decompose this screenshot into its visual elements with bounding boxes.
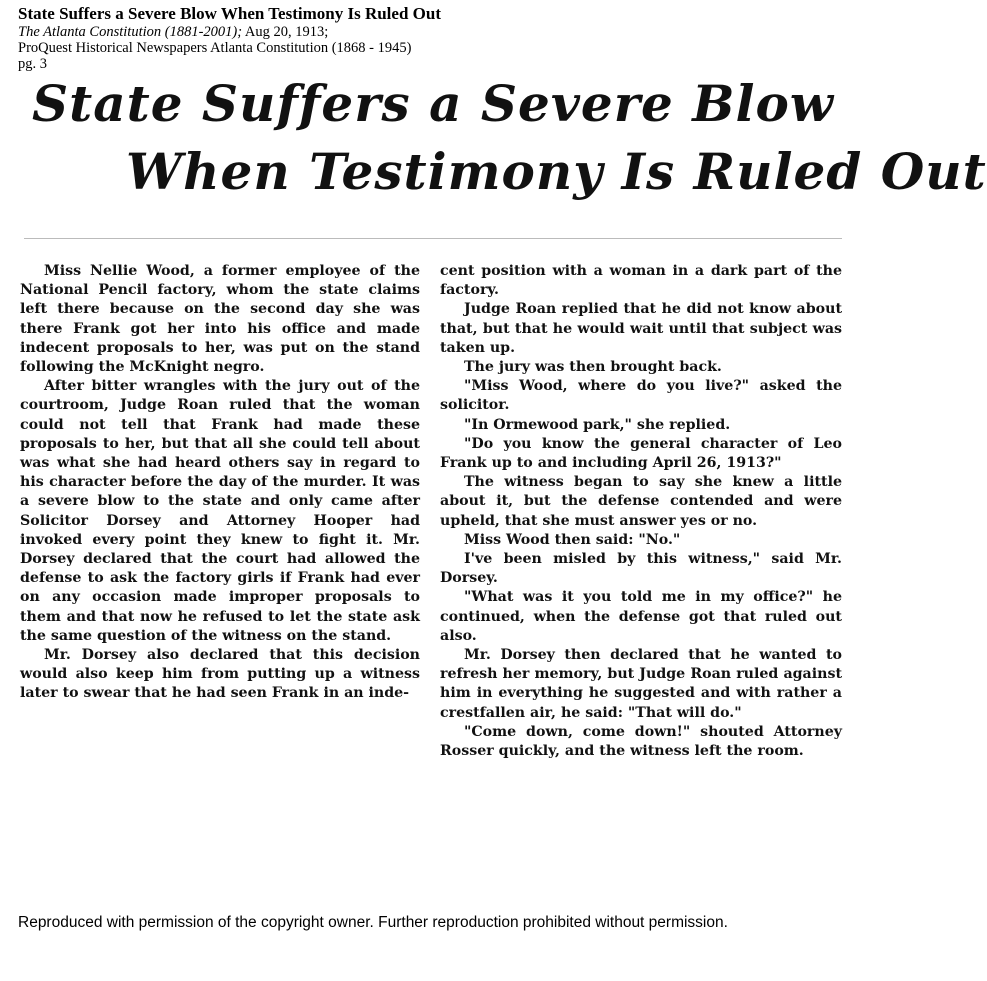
citation-database: ProQuest Historical Newspapers Atlanta Constitution (1868 - 1945) [18, 40, 412, 56]
paragraph: "Do you know the general character of Leo Frank up to and including April 26, 1913?" [440, 435, 842, 472]
paragraph: "Miss Wood, where do you live?" asked the solicitor. [440, 378, 842, 414]
paragraph: The jury was then brought back. [464, 359, 722, 376]
headline-line-2: When Testimony Is Ruled Out [126, 142, 987, 201]
article-column-1 [20, 262, 420, 704]
divider [24, 238, 842, 239]
citation-title: State Suffers a Severe Blow When Testimony Is Ruled Out [18, 4, 441, 23]
paragraph: Miss Wood then said: "No." [464, 531, 681, 548]
copyright-notice: Reproduced with permission of the copyright owner. Further reproduction prohibited without permission. [18, 914, 728, 931]
paragraph: Mr. Dorsey also declared that this decision would also keep him from putting up a witness later to swear that he had seen Frank in an inde- [20, 647, 420, 702]
citation-source: The Atlanta Constitution (1881-2001); [18, 24, 243, 40]
paragraph: The witness began to say she knew a little about it, but the defense contended and were upheld, that she must answer yes or no. [440, 474, 842, 529]
article-column-2 [440, 262, 842, 761]
paragraph: After bitter wrangles with the jury out of the courtroom, Judge Roan ruled that the woman could not tell that Frank had made these proposals to her, but that all she could tell about was what she had heard others say in regard to his character before the day of the murder. It was a severe blow to the state and only came after Solicitor Dorsey and Attorney Hooper had invoked every point they knew to fight it. Mr. Dorsey declared that the court had allowed the defense to ask the factory girls if Frank had ever on any occasion made improper proposals to them and that now he refused to let the state ask the same question of the witness on the stand. [20, 378, 420, 644]
citation-page: pg. 3 [18, 56, 47, 72]
paragraph: Mr. Dorsey then declared that he wanted to refresh her memory, but Judge Roan ruled against him in everything he suggested and with rather a crestfallen air, he said: "That will do." [440, 647, 842, 721]
paragraph: cent position with a woman in a dark part of the factory. [440, 263, 842, 299]
citation-block [18, 4, 441, 72]
paragraph: "Come down, come down!" shouted Attorney Rosser quickly, and the witness left the room. [440, 723, 842, 760]
paragraph: "What was it you told me in my office?" he continued, when the defense got that ruled out also. [440, 589, 842, 644]
citation-date: Aug 20, 1913; [242, 24, 329, 40]
citation-source-line [18, 24, 441, 40]
paragraph: I've been misled by this witness," said Mr. Dorsey. [440, 551, 842, 587]
paragraph: "In Ormewood park," she replied. [464, 416, 731, 433]
paragraph: Judge Roan replied that he did not know about that, but that he would wait until that subject was taken up. [440, 301, 842, 356]
paragraph: Miss Nellie Wood, a former employee of the National Pencil factory, whom the state claims left there because on the second day she was there Frank got her into his office and made indecent proposals to her, was put on the stand following the McKnight negro. [20, 263, 420, 376]
headline-line-1: State Suffers a Severe Blow [32, 74, 834, 133]
